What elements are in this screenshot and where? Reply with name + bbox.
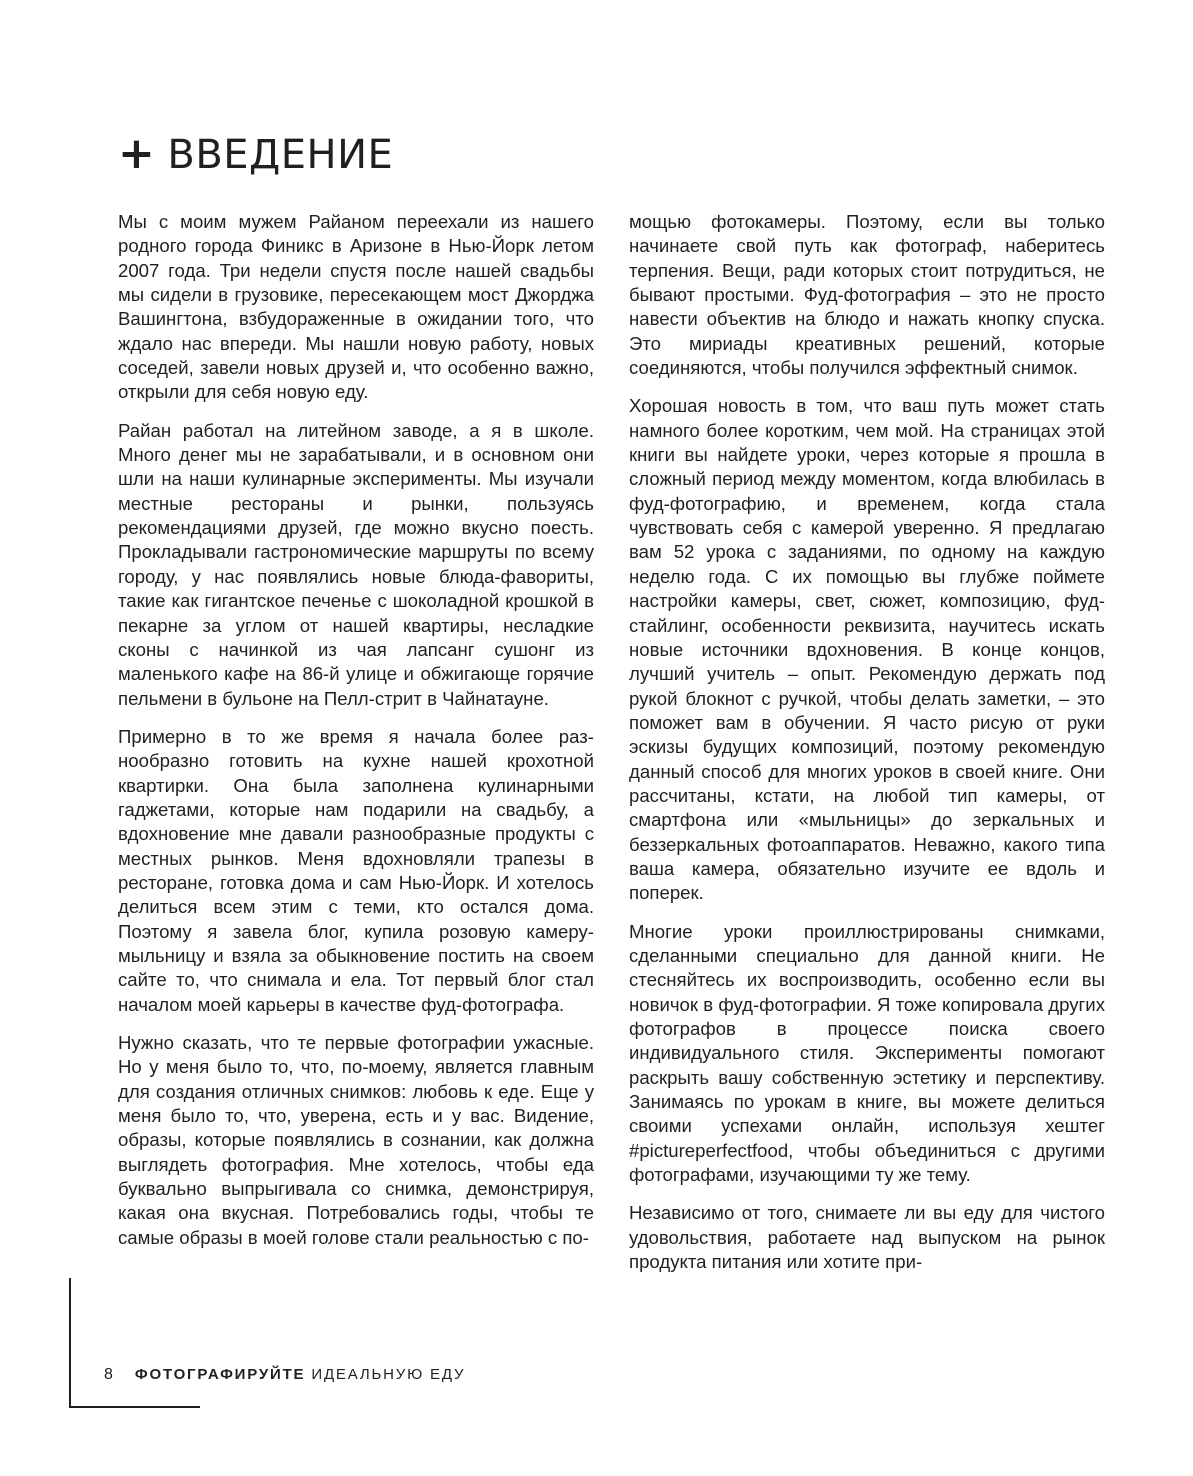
paragraph: Райан работал на литейном заводе, а я в школе. Много денег мы не зарабатывали, и в основном они шли на наши кулинарные эксперименты. Мы изучали местные рестораны и рынки, пользуясь рекомендациями друзей, где можно вкусно поесть. Прокладывали гастрономические маршруты по всему городу, у нас появлялись новые блюда-фавориты, такие как гигантское печенье с шоколадной крошкой в пекарне за углом от нашей квартиры, несладкие сконы с начинкой из чая лапсанг сушонг из маленького кафе на 86-й улице и обжигающе горячие пельмени в бульоне на Пелл-стрит в Чайнатауне.	[118, 419, 594, 709]
section-heading	[118, 128, 393, 181]
footer-horizontal-rule	[69, 1406, 200, 1408]
paragraph: Хорошая новость в том, что ваш путь может стать намного более коротким, чем мой. На страницах этой книги вы найдете уроки, через которые я прошла в сложный период между моментом, когда влюбилась в фуд-фотографию, и временем, когда стала чувствовать себя с камерой уверенно. Я предлагаю вам 52 урока с заданиями, по одному на каждую неделю года. С их помощью вы глубже поймете настройки камеры, свет, сюжет, композицию, фуд-стайлинг, особенности реквизита, научитесь искать новые источники вдохновения. В конце концов, лучший учитель – опыт. Рекомендую держать под рукой блокнот с ручкой, чтобы делать заметки, – это поможет вам в обучении. Я часто рисую от руки эскизы будущих композиций, поэтому рекомендую данный способ для многих уроков в своей книге. Они рассчитаны, кстати, на любой тип камеры, от смартфона или «мыльницы» до зеркальных и беззеркальных фотоаппаратов. Неважно, какого типа ваша камера, обязательно изучите ее вдоль и поперек.	[629, 395, 1105, 904]
section-title: ВВЕДЕНИЕ	[167, 132, 394, 178]
paragraph: Примерно в то же время я начала более разнообразно готовить на кухне нашей крохотной квартирки. Она была заполнена кулинарными гаджетами, которые нам подарили на свадьбу, а вдохновение мне давали разнообразные продукты с местных рынков. Меня вдохновляли трапезы в ресторане, готовка дома и сам Нью-Йорк. И хотелось делиться всем этим с теми, кто остался дома. Поэтому я завела блог, купила розовую камеру-мыльницу и взяла за обыкновение постить на своем сайте то, что снимала и ела. Тот первый блог стал началом моей карьеры в качестве фуд-фотографа.	[118, 725, 594, 1015]
book-title-bold: ФОТОГРАФИРУЙТЕ	[134, 1366, 306, 1383]
paragraph: мощью фотокамеры. Поэтому, если вы только начинаете свой путь как фотограф, наберитесь терпения. Вещи, ради которых стоит потрудиться, не бывают простыми. Фуд-фотография – это не просто навести объектив на блюдо и нажать кнопку спуска. Это мириады креативных решений, которые соединяются, чтобы получился эффектный снимок.	[629, 211, 1105, 379]
page-number: 8	[104, 1366, 113, 1383]
plus-icon: +	[118, 128, 156, 179]
footer-vertical-rule	[69, 1278, 71, 1408]
left-column	[118, 210, 594, 1264]
right-column	[629, 210, 1105, 1288]
paragraph: Мы с моим мужем Райаном переехали из нашего родного города Финикс в Аризоне в Нью-Йорк летом 2007 года. Три недели спустя после нашей свадьбы мы сидели в грузовике, пересекающем мост Джорджа Вашингтона, взбудораженные в ожидании того, что ждало нас впереди. Мы нашли новую работу, новых соседей, завели новых друзей и, что особенно важно, открыли для себя новую еду.	[118, 211, 594, 403]
book-title-rest: ИДЕАЛЬНУЮ ЕДУ	[311, 1366, 466, 1383]
paragraph: Многие уроки проиллюстрированы снимками, сделанными специально для данной книги. Не стесняйтесь их воспроизводить, особенно если вы новичок в фуд-фотографии. Я тоже копировала других фотографов в процессе поиска своего индивидуального стиля. Эксперименты помогают раскрыть вашу собственную эстетику и перспективу. Занимаясь по урокам в книге, вы можете делиться своими успехами онлайн, используя хештег #pictureperfectfood, чтобы объединиться с другими фотографами, изучающими ту же тему.	[629, 920, 1105, 1186]
page-footer	[104, 1365, 465, 1385]
paragraph: Независимо от того, снимаете ли вы еду для чистого удовольствия, работаете над выпуском на рынок продукта питания или хотите при-	[629, 1202, 1105, 1273]
paragraph: Нужно сказать, что те первые фотографии ужасные. Но у меня было то, что, по-моему, является главным для создания отличных снимков: любовь к еде. Еще у меня было то, что, уверена, есть и у вас. Видение, образы, которые появлялись в сознании, как должна выглядеть фотография. Мне хотелось, чтобы еда буквально выпрыгивала со снимка, демонстрируя, какая она вкусная. Потребовались годы, чтобы те самые образы в моей голове стали реальностью с по-	[118, 1032, 594, 1248]
